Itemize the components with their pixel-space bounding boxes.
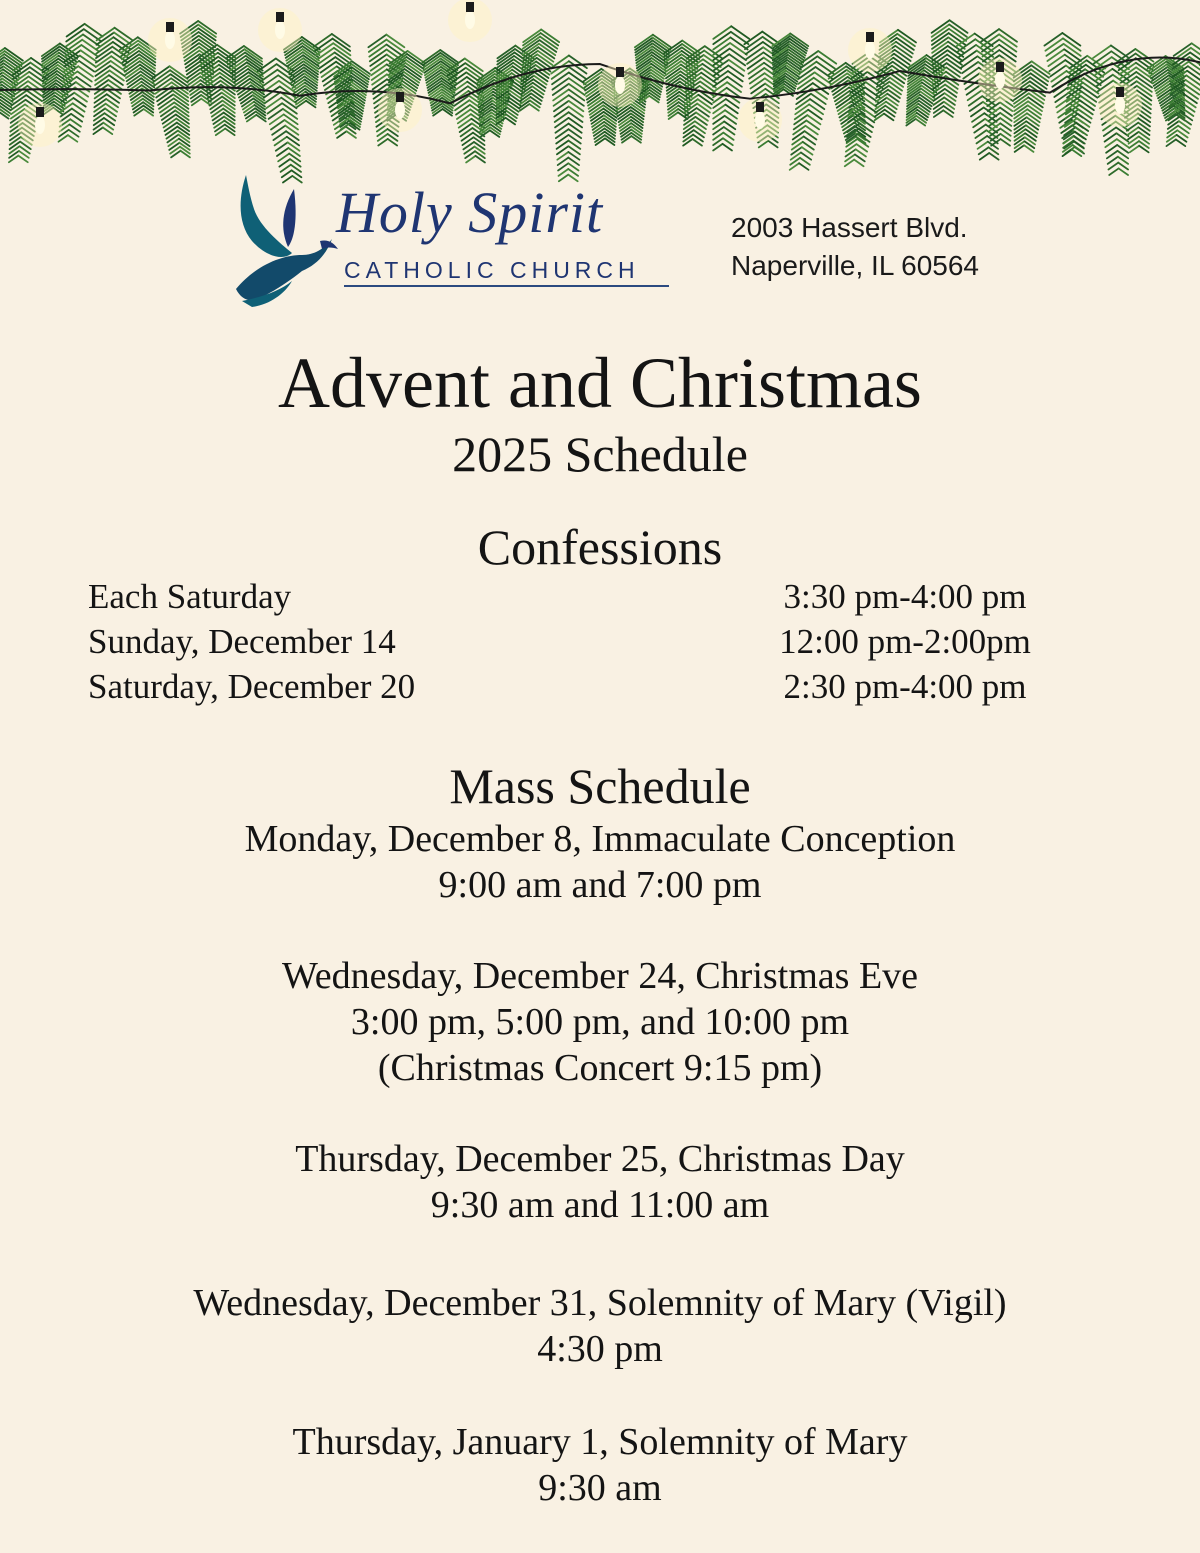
list-item: [0, 619, 1200, 664]
church-logo: [232, 169, 682, 309]
confessions-list: [0, 574, 1200, 709]
pine-garland-icon: [0, 0, 1200, 190]
mass-date: Monday, December 8, Immaculate Conception: [244, 818, 956, 860]
church-address: [731, 209, 979, 285]
mass-times: 3:00 pm, 5:00 pm, and 10:00 pm: [350, 1001, 850, 1043]
mass-times: 9:30 am and 11:00 am: [430, 1184, 770, 1226]
mass-entry: [0, 1280, 1200, 1372]
confession-time: 12:00 pm-2:00pm: [779, 622, 1031, 661]
mass-heading: Mass Schedule: [449, 758, 751, 814]
confession-time: 3:30 pm-4:00 pm: [783, 577, 1027, 616]
page-title: Advent and Christmas: [278, 343, 922, 423]
address-line-2: Naperville, IL 60564: [731, 250, 980, 281]
mass-date: Thursday, January 1, Solemnity of Mary: [292, 1421, 908, 1463]
mass-date: Wednesday, December 31, Solemnity of Mary (Vigil): [193, 1282, 1007, 1324]
mass-entry: [0, 1419, 1200, 1511]
mass-times: 9:30 am: [538, 1467, 662, 1509]
confession-day: Saturday, December 20: [88, 667, 416, 706]
mass-date: Thursday, December 25, Christmas Day: [295, 1138, 905, 1180]
dove-icon: [232, 169, 342, 309]
mass-entry: [0, 953, 1200, 1091]
mass-date: Wednesday, December 24, Christmas Eve: [281, 955, 919, 997]
mass-times: 9:00 am and 7:00 pm: [438, 864, 762, 906]
confession-day: Sunday, December 14: [88, 622, 396, 661]
list-item: [0, 664, 1200, 709]
confessions-heading: Confessions: [477, 519, 723, 575]
confession-day: Each Saturday: [88, 577, 292, 616]
logo-divider: [344, 285, 669, 287]
list-item: [0, 574, 1200, 619]
mass-note: (Christmas Concert 9:15 pm): [377, 1047, 823, 1089]
mass-entry: [0, 1136, 1200, 1228]
church-subtitle: CATHOLIC CHURCH: [344, 257, 640, 283]
page-subtitle: 2025 Schedule: [452, 426, 748, 482]
mass-times: 4:30 pm: [537, 1328, 663, 1370]
church-name: Holy Spirit: [336, 180, 604, 245]
mass-entry: [0, 816, 1200, 908]
church-header: [0, 165, 1200, 315]
address-line-1: 2003 Hassert Blvd.: [731, 212, 968, 243]
confession-time: 2:30 pm-4:00 pm: [783, 667, 1027, 706]
